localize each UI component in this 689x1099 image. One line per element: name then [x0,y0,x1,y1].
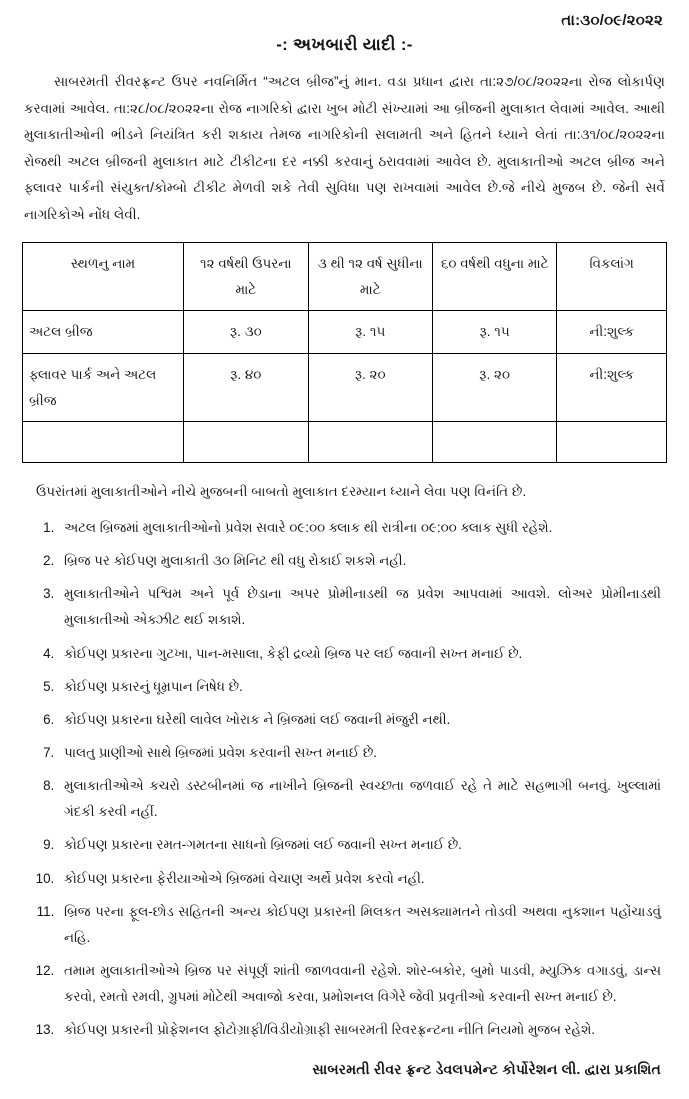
header-disabled: વિકલાંગ [557,243,667,311]
list-item: 10. કોઈપણ પ્રકારના ફેરીયાઓએ બ્રિજમાં વેચાણ અર્થે પ્રવેશ કરવો નહી. [58,866,661,892]
rules-list [36,515,661,1043]
header-place: સ્થળનુ નામ [23,243,184,311]
cell-disabled: ની:શુલ્ક [557,311,667,354]
list-item: 6. કોઈપણ પ્રકારના ઘરેથી લાવેલ ખોરાક ને બ્રિજમાં લઈ જવાની મંજુરી નથી. [58,707,661,733]
list-item: 7. પાલતુ પ્રાણીઓ સાથે બ્રિજમાં પ્રવેશ કરવાની સખ્ત મનાઈ છે. [58,740,661,766]
cell-empty [23,422,184,463]
cell-place: અટલ બ્રીજ [23,311,184,354]
list-item: 5. કોઈપણ પ્રકારનું ધૂમ્રપાન નિષેધ છે. [58,674,661,700]
cell-empty [432,422,556,463]
cell-empty [308,422,432,463]
publisher-footer: સાબરમતી રીવર ફ્રન્ટ ડેવલપમેન્ટ કોર્પોરેશન લી. દ્વારા પ્રકાશિત [312,1061,661,1078]
list-item: 13. કોઈપણ પ્રકારની પ્રોફેશનલ ફોટોગ્રાફી/વિડીયોગ્રાફી સાબરમતી રિવરફ્રન્ટના નીતિ નિયમો મુજબ રહેશે. [58,1017,661,1043]
list-item: 2. બ્રિજ પર કોઈપણ મુલાકાતી ૩૦ મિનિટ થી વધુ રોકાઈ શકશે નહી. [58,548,661,574]
table-row [23,311,667,354]
cell-empty [557,422,667,463]
cell-age-3-12: રૂ. ૨૦ [308,353,432,421]
cell-place: ફ્લાવર પાર્ક અને અટલ બ્રીજ [23,353,184,421]
list-item: 1. અટલ બ્રિજમાં મુલાકાતીઓનો પ્રવેશ સવારે ૦૯:૦૦ ક્લાક થી રાત્રીના ૦૯:૦૦ ક્લાક સુધી રહેશે. [58,515,661,541]
cell-disabled: ની:શુલ્ક [557,353,667,421]
cell-above-12: રૂ. ૪૦ [184,353,308,421]
cell-age-3-12: રૂ. ૧૫ [308,311,432,354]
list-item: 9. કોઈપણ પ્રકારના રમત-ગમતના સાધનો બ્રિજમાં લઈ જવાની સખ્ત મનાઈ છે. [58,832,661,858]
page-title: -: અખબારી યાદી :- [276,35,413,54]
list-item: 12. તમામ મુલાકાતીઓએ બ્રિજ પર સંપૂર્ણ શાંતી જાળવવાની રહેશે. શોર-બકોર, બુમો પાડવી, મ્યુઝિક વગાડવું, ડાન્સ કરવો, રમતો રમવી, ગ્રુપમાં મોટેથી અવાજો કરવા, પ્રમોશનલ વિગેરે જેવી પ્રવૃતીઓ કરવાની સખ્ત મનાઈ છે. [58,958,661,1010]
list-item: 4. કોઈપણ પ્રકારના ગુટખા, પાન-મસાલા, કેફી દ્રવ્યો બ્રિજ પર લઈ જવાની સખ્ત મનાઈ છે. [58,641,661,667]
cell-above-60: રૂ. ૧૫ [432,311,556,354]
table-header-row [23,243,667,311]
list-item: 11. બ્રિજ પરના ફૂલ-છોડ સહિતની અન્ય કોઈપણ પ્રકારની મિલકત અસક્યામતને તોડવી અથવા નુકશાન પહોંચાડવું નહિ. [58,899,661,951]
issue-date: તા:૩૦/૦૯/૨૦૨૨ [561,12,663,29]
cell-empty [184,422,308,463]
intro-paragraph: સાબરમતી રીવરફ્રન્ટ ઉપર નવનિર્મિત “અટલ બ્રીજ”નું માન. વડા પ્રધાન દ્વારા તા:૨૭/૦૮/૨૦૨૨ના રોજ લોકાર્પણ કરવામાં આવેલ. તા:૨૮/૦૮/૨૦૨૨ના રોજ નાગરિકો દ્વારા ખુબ મોટી સંખ્યામાં આ બ્રીજની મુલાકાત લેવામાં આવેલ. આથી મુલાકાતીઓની ભીડને નિયંત્રિત કરી શકાય તેમજ નાગરિકોની સલામતી અને હિતને ધ્યાને લેતાં તા:૩૧/૦૮/૨૦૨૨ના રોજથી અટલ બ્રીજની મુલાકાત માટે ટીકીટના દર નક્કી કરવાનું ઠરાવવામાં આવેલ છે. મુલાકાતીઓ અટલ બ્રીજ અને ફ્લાવર પાર્કની સંયુક્ત/કોમ્બો ટીકીટ મેળવી શકે તેવી સુવિધા પણ રાખવામાં આવેલ છે.જે નીચે મુજબ છે. જેની સર્વે નાગરિકોએ નોંધ લેવી. [24,74,665,222]
ticket-fee-table [22,242,667,463]
list-item: 8. મુલાકાતીઓએ કચરો ડસ્ટબીનમાં જ નાખીને બ્રિજની સ્વચ્છતા જળવાઈ રહે તે માટે સહભાગી બનવું. ખુલ્લામાં ગંદકી કરવી નહીં. [58,773,661,825]
additional-note: ઉપરાંતમાં મુલાકાતીઓને નીચે મુજબની બાબતો મુલાકાત દરમ્યાન ધ્યાને લેવા પણ વિનંતિ છે. [36,484,527,500]
cell-above-12: રૂ. ૩૦ [184,311,308,354]
header-age-3-12: ૩ થી ૧૨ વર્ષ સુધીના માટે [308,243,432,311]
table-empty-row [23,422,667,463]
header-above-60: ૬૦ વર્ષથી વધુના માટે [432,243,556,311]
header-above-12: ૧૨ વર્ષથી ઉપરના માટે [184,243,308,311]
list-item: 3. મુલાકાતીઓને પશ્વિમ અને પૂર્વ છેડાના અપર પ્રોમીનાડથી જ પ્રવેશ આપવામાં આવશે. લોઅર પ્રોમીનાડથી મુલાકાતીઓ એક્ઝીટ થઈ શકાશે. [58,581,661,633]
cell-above-60: રૂ. ૨૦ [432,353,556,421]
table-row [23,353,667,421]
